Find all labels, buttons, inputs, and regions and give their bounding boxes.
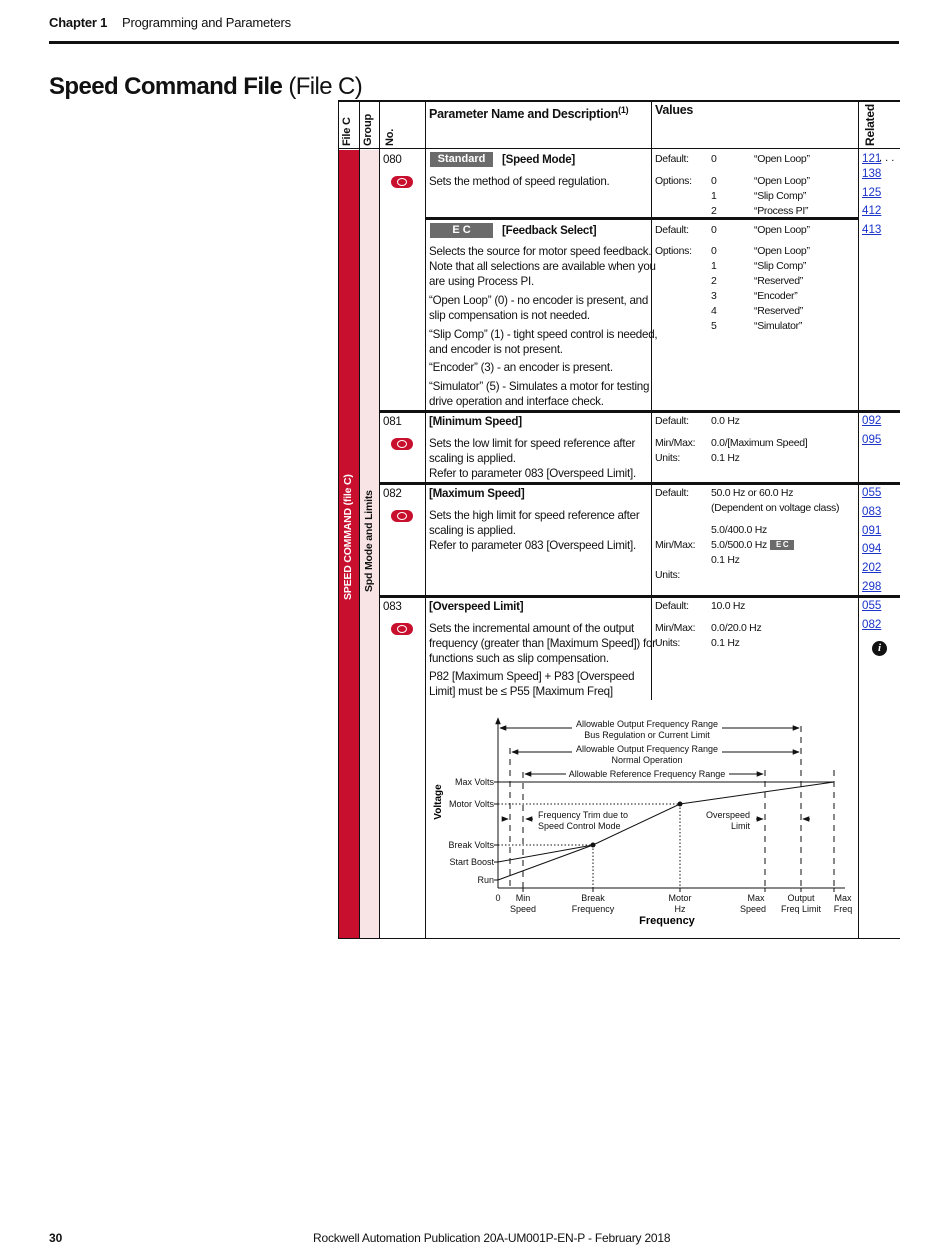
option-text: “Encoder”: [754, 290, 798, 302]
param-name: [Minimum Speed]: [429, 415, 522, 428]
x-label: Hz: [674, 904, 686, 914]
table-bottom-rule: [338, 938, 900, 939]
col-header-name-text: Parameter Name and Description: [429, 107, 619, 122]
overspeed-label: Limit: [730, 821, 750, 831]
start-boost-curve: [498, 845, 593, 862]
x-label: Break: [581, 893, 605, 903]
param-description: Selects the source for motor speed feedback.: [429, 245, 652, 258]
option-number: 0: [711, 245, 717, 257]
minmax-value: 0.0/20.0 Hz: [711, 622, 762, 634]
default-text: “Open Loop”: [754, 153, 810, 165]
related-link[interactable]: 298: [862, 580, 882, 593]
default-label: Default:: [655, 153, 689, 165]
col-divider: [338, 100, 339, 938]
units-value: 0.1 Hz: [711, 637, 740, 649]
option-text: “Process PI”: [754, 205, 809, 217]
standard-badge: Standard: [430, 152, 493, 167]
param-description: slip compensation is not needed.: [429, 309, 590, 322]
related-link[interactable]: 082: [862, 618, 882, 631]
param-description: scaling is applied.: [429, 524, 516, 537]
option-number: 0: [711, 175, 717, 187]
overspeed-label: Overspeed: [705, 810, 750, 820]
range-label: Normal Operation: [611, 755, 683, 765]
page-title-sub: (File C): [288, 73, 363, 100]
y-axis-title: Voltage: [433, 784, 444, 820]
trim-label: Frequency Trim due to: [538, 810, 629, 820]
col-divider: [858, 100, 859, 938]
volts-hertz-diagram: [425, 700, 858, 936]
default-label: Default:: [655, 415, 689, 427]
table-top-rule: [338, 100, 900, 102]
publication-footer: Rockwell Automation Publication 20A-UM001P-EN-P - February 2018: [313, 1231, 671, 1245]
file-label: SPEED COMMAND (file C): [342, 474, 354, 600]
group-label: Spd Mode and Limits: [363, 490, 375, 592]
option-text: “Open Loop”: [754, 175, 810, 187]
related-link[interactable]: 092: [862, 414, 882, 427]
col-header-related: Related: [863, 104, 877, 146]
x-label: Max: [834, 893, 852, 903]
param-name: [Maximum Speed]: [429, 487, 525, 500]
x-label: Motor: [668, 893, 692, 903]
row-divider: [379, 482, 900, 485]
x-label: Freq Limit: [780, 904, 822, 914]
option-text: “Reserved”: [754, 275, 803, 287]
related-link[interactable]: 125: [862, 186, 882, 199]
page-header: [49, 13, 899, 44]
related-link[interactable]: 095: [862, 433, 882, 446]
ec-badge: E C: [770, 540, 794, 550]
chapter-label: Chapter 1: [49, 15, 108, 30]
param-description: “Open Loop” (0) - no encoder is present, and: [429, 294, 649, 307]
x-label: Min: [515, 893, 531, 903]
ec-badge: E C: [430, 223, 493, 238]
default-label: Default:: [655, 600, 689, 612]
param-name: [Overspeed Limit]: [429, 600, 524, 613]
param-description: Refer to parameter 083 [Overspeed Limit].: [429, 539, 636, 552]
default-value: 0.0 Hz: [711, 415, 740, 427]
param-name: [Speed Mode]: [502, 153, 576, 166]
param-description: frequency (greater than [Maximum Speed]) for: [429, 637, 656, 650]
related-link[interactable]: 412: [862, 204, 882, 217]
col-header-group: Group: [362, 114, 374, 146]
param-description: drive operation and interface check.: [429, 395, 604, 408]
col-header-name-footnote: (1): [618, 105, 629, 115]
minmax-value: 5.0/400.0 Hz: [711, 524, 767, 536]
y-label: Run: [477, 875, 494, 885]
param-number: 081: [383, 415, 402, 428]
options-label: Options:: [655, 245, 692, 257]
row-divider: [379, 595, 900, 598]
param-description: “Slip Comp” (1) - tight speed control is needed,: [429, 328, 658, 341]
units-label: Units:: [655, 452, 681, 464]
minmax-label: Min/Max:: [655, 539, 696, 551]
header-bottom-rule: [338, 148, 900, 149]
x-label: Speed: [739, 904, 767, 914]
break-point: [591, 843, 596, 848]
default-value: 10.0 Hz: [711, 600, 746, 612]
option-text: “Slip Comp”: [754, 190, 807, 202]
param-number: 080: [383, 153, 402, 166]
minmax-label: Min/Max:: [655, 437, 696, 449]
motor-point: [678, 802, 683, 807]
related-link[interactable]: 055: [862, 599, 882, 612]
related-link[interactable]: 138: [862, 167, 882, 180]
option-number: 1: [711, 260, 717, 272]
row-divider: [379, 410, 900, 413]
x-label: Max: [747, 893, 765, 903]
param-description: “Simulator” (5) - Simulates a motor for testing: [429, 380, 650, 393]
col-divider: [651, 100, 652, 700]
range-label: Allowable Reference Frequency Range: [568, 769, 726, 779]
related-link[interactable]: 094: [862, 542, 882, 555]
related-link[interactable]: 202: [862, 561, 882, 574]
col-header-values: Values: [655, 103, 694, 117]
param-description: scaling is applied.: [429, 452, 516, 465]
option-number: 2: [711, 205, 717, 217]
param-description: P82 [Maximum Speed] + P83 [Overspeed: [429, 670, 635, 683]
related-link[interactable]: 413: [862, 223, 882, 236]
x-axis-title: Frequency: [639, 915, 695, 927]
y-label: Max Volts: [454, 777, 494, 787]
option-number: 2: [711, 275, 717, 287]
y-label: Break Volts: [448, 840, 494, 850]
minmax-label: Min/Max:: [655, 622, 696, 634]
option-text: “Simulator”: [754, 320, 803, 332]
range-label: Bus Regulation or Current Limit: [584, 730, 710, 740]
col-header-name: [429, 103, 628, 122]
units-value: 0.1 Hz: [711, 554, 740, 566]
param-description: are using Process PI.: [429, 275, 534, 288]
default-number: 0: [711, 153, 717, 165]
option-number: 5: [711, 320, 717, 332]
trim-label: Speed Control Mode: [538, 821, 621, 831]
x-label: 0: [495, 893, 501, 903]
chapter-title: Programming and Parameters: [122, 15, 291, 30]
param-description: and encoder is not present.: [429, 343, 563, 356]
param-number: 082: [383, 487, 402, 500]
page-title-main: Speed Command File: [49, 73, 283, 100]
range-label: Allowable Output Frequency Range: [575, 719, 719, 729]
col-header-file: File C: [341, 117, 353, 146]
option-number: 1: [711, 190, 717, 202]
param-description: Sets the high limit for speed reference after: [429, 509, 640, 522]
option-text: “Slip Comp”: [754, 260, 807, 272]
related-link[interactable]: 083: [862, 505, 882, 518]
default-label: Default:: [655, 224, 689, 236]
option-text: “Reserved”: [754, 305, 803, 317]
vhz-curve: [498, 782, 834, 880]
page-number: 30: [49, 1231, 63, 1245]
range-label: Allowable Output Frequency Range: [575, 744, 719, 754]
x-label: Freq: [833, 904, 853, 914]
col-header-no: No.: [384, 128, 396, 146]
x-label: Speed: [509, 904, 537, 914]
param-name: [Feedback Select]: [502, 224, 597, 237]
related-link[interactable]: 121: [862, 152, 882, 165]
minmax-value-ec: [711, 538, 794, 553]
param-description: Limit] must be ≤ P55 [Maximum Freq]: [429, 685, 613, 698]
y-label: Start Boost: [449, 857, 494, 867]
stop-drive-icon: [391, 176, 413, 188]
default-number: 0: [711, 224, 717, 236]
units-value: 0.1 Hz: [711, 452, 740, 464]
col-divider: [379, 100, 380, 938]
option-number: 3: [711, 290, 717, 302]
param-description: Note that all selections are available when you: [429, 260, 656, 273]
related-ellipsis: . . .: [879, 152, 895, 164]
default-value: 50.0 Hz or 60.0 Hz: [711, 487, 794, 499]
units-label: Units:: [655, 569, 681, 581]
info-icon[interactable]: i: [872, 641, 887, 656]
default-text: “Open Loop”: [754, 224, 810, 236]
stop-drive-icon: [391, 438, 413, 450]
col-divider: [359, 100, 360, 938]
param-description: Sets the incremental amount of the output: [429, 622, 635, 635]
y-label: Motor Volts: [448, 799, 494, 809]
stop-drive-icon: [391, 623, 413, 635]
stop-drive-icon: [391, 510, 413, 522]
option-text: “Open Loop”: [754, 245, 810, 257]
default-note: (Dependent on voltage class): [711, 502, 840, 514]
options-label: Options:: [655, 175, 692, 187]
param-description: functions such as slip compensation.: [429, 652, 609, 665]
page-title: [49, 73, 362, 101]
minmax-value: 5.0/500.0 Hz: [711, 539, 767, 551]
related-link[interactable]: 055: [862, 486, 882, 499]
default-label: Default:: [655, 487, 689, 499]
units-label: Units:: [655, 637, 681, 649]
x-label: Output: [787, 893, 815, 903]
param-description: Refer to parameter 083 [Overspeed Limit].: [429, 467, 636, 480]
minmax-value: 0.0/[Maximum Speed]: [711, 437, 808, 449]
param-description: “Encoder” (3) - an encoder is present.: [429, 361, 613, 374]
param-description: Sets the low limit for speed reference after: [429, 437, 636, 450]
param-number: 083: [383, 600, 402, 613]
option-number: 4: [711, 305, 717, 317]
x-label: Frequency: [571, 904, 615, 914]
related-link[interactable]: 091: [862, 524, 882, 537]
param-description: Sets the method of speed regulation.: [429, 175, 610, 188]
